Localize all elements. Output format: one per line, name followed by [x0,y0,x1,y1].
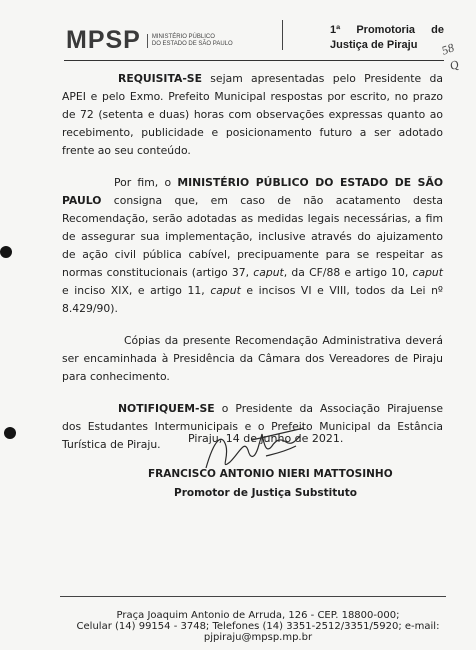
notifiquem-text: o Presidente da Associação Pirajuense dos Estudantes Intermunicipais e o Prefeito Municipal da Estância Turística de Piraju. [62,402,443,451]
ministerio-publico-name: MINISTÉRIO PÚBLICO DO ESTADO DE SÃO PAULO [62,176,443,207]
footer [60,610,456,643]
office-line2: Justiça de Piraju [330,39,418,51]
office-name [330,23,444,53]
footer-email: pjpiraju@mpsp.mp.br [203,632,313,643]
page-initial-handwritten: Q [447,56,461,74]
logo-sub-line2: DO ESTADO DE SÃO PAULO [151,40,233,47]
date-line: Piraju, 14 de junho de 2021. [188,432,344,445]
punch-hole-bottom [4,427,16,439]
signer-name: FRANCISCO ANTONIO NIERI MATTOSINHO [148,468,393,480]
footer-rule [60,596,446,597]
logo-mark: MPSP [66,26,141,54]
header-divider [282,20,283,50]
footer-phones: Celular (14) 99154 - 3748; Telefones (14) 3351-2512/3351/5920; e-mail: [76,621,440,632]
mpsp-logo [66,26,233,55]
caput-1: caput [253,266,284,279]
signer-role: Promotor de Justiça Substituto [174,487,357,499]
por-fim-text-d: e incisos VI e VIII, todos da Lei nº 8.429/90). [62,284,444,315]
header-rule [64,60,444,61]
paragraph-por-fim [62,174,443,318]
paragraph-copias: Cópias da presente Recomendação Administrativa deverá ser encaminhada à Presidência da Câmara dos Vereadores de Piraju para conhecimento. [62,334,443,383]
logo-subtitle [147,34,233,48]
logo-sub-line1: MINISTÉRIO PÚBLICO [151,33,215,40]
footer-address: Praça Joaquim Antonio de Arruda, 126 - CEP. 18800-000; [116,610,400,621]
document-body [62,70,443,468]
por-fim-text-a: consigna que, em caso de não acatamento desta Recomendação, serão adotadas as medidas legais necessárias, a fim de assegurar sua implementação, inclusive através do ajuizamento de ação civil pública cabível, precipuamente para se respeitar as normas constitucionais (artigo 37, [62,194,443,279]
punch-hole-top [0,246,12,258]
page-number-handwritten: 58 [439,40,456,58]
por-fim-lead: Por fim, o [114,176,178,189]
office-word: Promotoria [356,24,416,36]
caput-2: caput [412,266,443,279]
paragraph-requisita [62,70,443,160]
office-ordinal: 1ª [330,24,341,36]
requisita-text: sejam apresentadas pelo Presidente da APEI e pelo Exmo. Prefeito Municipal respostas por escrito, no prazo de 72 (setenta e duas) horas com observações expressas quanto ao recebimento, publicidade e posicionamento futuro a ser adotado frente ao seu conteúdo. [62,72,443,157]
office-de: de [431,24,444,36]
notifiquem-keyword: NOTIFIQUEM-SE [118,402,215,415]
caput-3: caput [210,284,241,297]
por-fim-text-b: , da CF/88 e artigo 10, [283,266,413,279]
por-fim-text-c: e inciso XIX, e artigo 11, [62,284,211,297]
requisita-keyword: REQUISITA-SE [118,72,202,85]
